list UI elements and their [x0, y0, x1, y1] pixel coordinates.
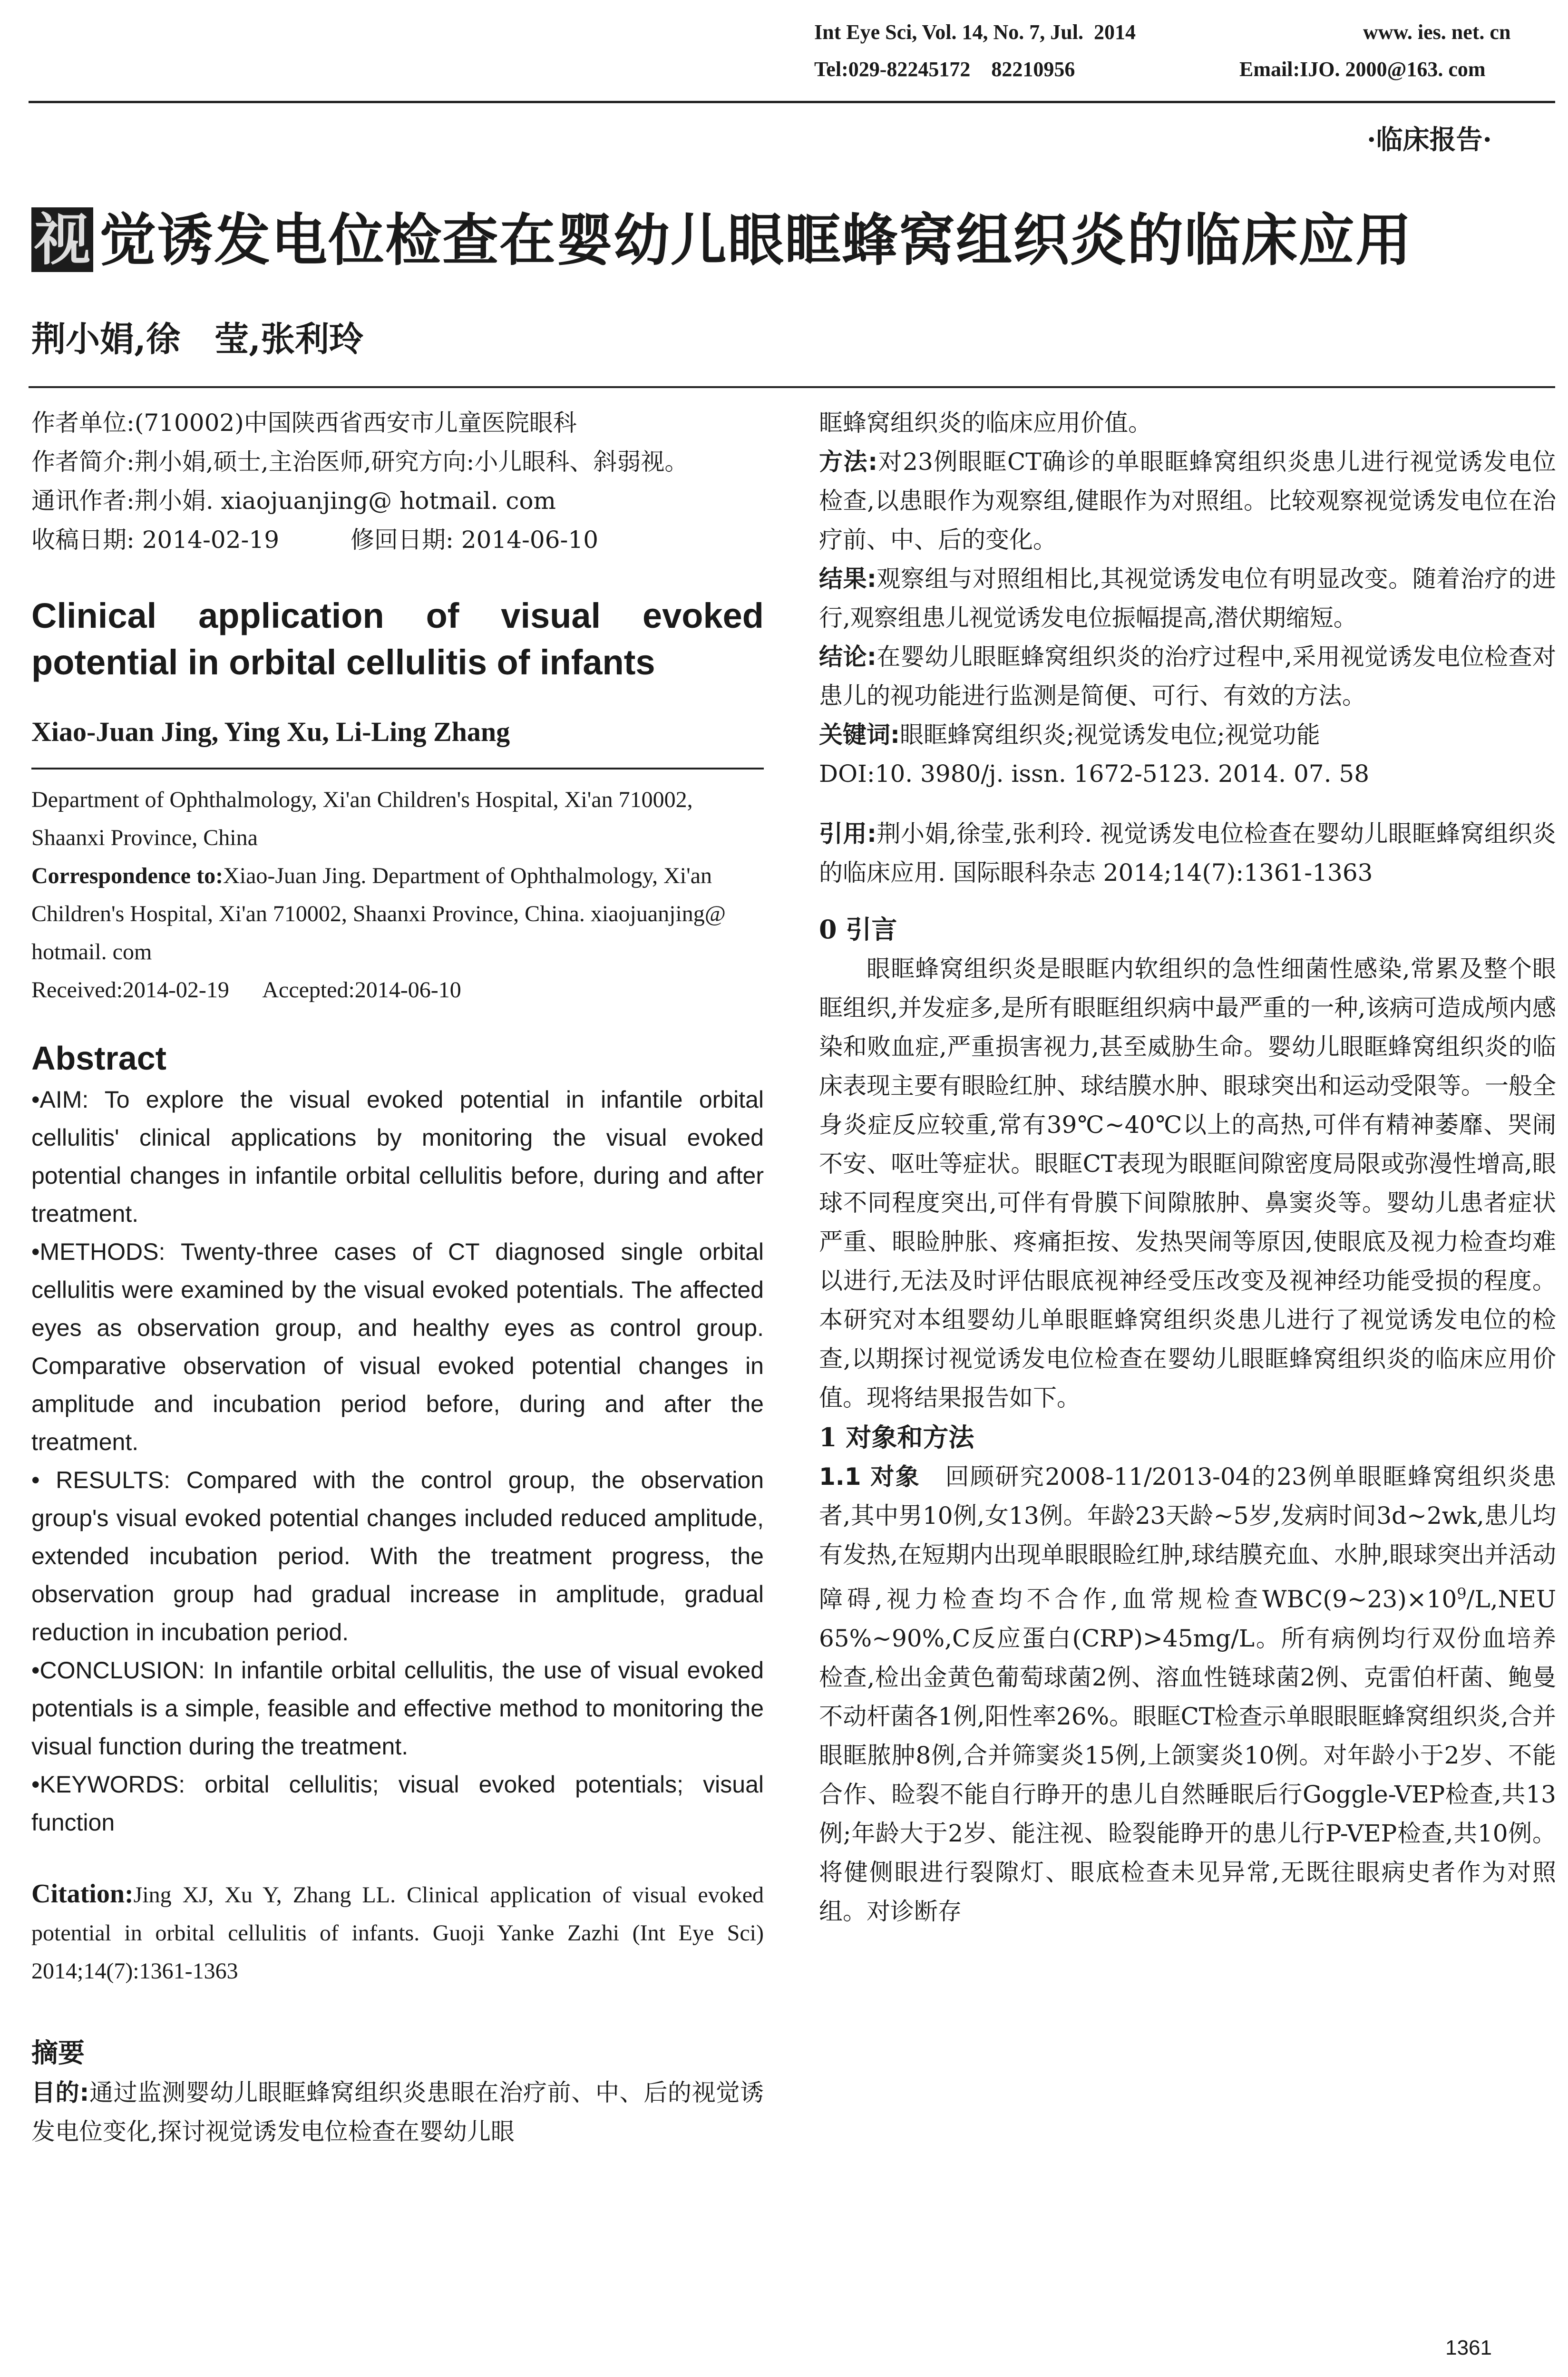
left-column [31, 403, 764, 2151]
authors-rule [31, 768, 764, 770]
intro-paragraph: 眼眶蜂窝组织炎是眼眶内软组织的急性细菌性感染,常累及整个眼眶组织,并发症多,是所有眼眶组织病中最严重的一种,该病可造成颅内感染和败血症,严重损害视力,甚至威胁生命。婴幼儿眼眶蜂窝组织炎的临床表现主要有眼睑红肿、球结膜水肿、眼球突出和运动受限等。一般全身炎症反应较重,常有39℃~40℃以上的高热,可伴有精神萎靡、哭闹不安、呕吐等症状。眼眶CT表现为眼眶间隙密度局限或弥漫性增高,眼球不同程度突出,可伴有骨膜下间隙脓肿、鼻窦炎等。婴幼儿患者症状严重、眼睑肿胀、疼痛拒按、发热哭闹等原因,使眼底及视力检查均难以进行,无法及时评估眼底视神经受压改变及视神经功能受损的程度。本研究对本组婴幼儿单眼眶蜂窝组织炎患儿进行了视觉诱发电位的检查,以期探讨视觉诱发电位检查在婴幼儿眼眶蜂窝组织炎的临床应用价值。现将结果报告如下。 [819, 955, 1556, 1412]
right-column [819, 403, 1556, 1931]
page-number: 1361 [1445, 2336, 1492, 2359]
conclusion-text: 在婴幼儿眼眶蜂窝组织炎的治疗过程中,采用视觉诱发电位检查对患儿的视功能进行监测是简便、可行、有效的方法。 [819, 643, 1556, 710]
subjects-text-a: 回顾研究2008-11/2013-04的23例单眼眶蜂窝组织炎患者,其中男10例,女13例。年龄23天龄~5岁,发病时间3d~2wk,患儿均有发热,在短期内出现单眼眼睑红肿,球结膜充血、水肿,眼球突出并活动障碍,视力检查均不合作,血常规检查WBC(9~23)×10 [819, 1463, 1557, 1613]
journal-email: Email:IJO. 2000@163. com [1239, 58, 1486, 81]
abstract-heading: Abstract [31, 1040, 166, 1077]
methods-text: 对23例眼眶CT确诊的单眼眶蜂窝组织炎患儿进行视觉诱发电位检查,以患眼作为观察组,健眼作为对照组。比较观察视觉诱发电位在治疗前、中、后的变化。 [819, 448, 1557, 554]
citation-label: Citation: [31, 1879, 134, 1909]
citation-cn-text: 荆小娟,徐莹,张利玲. 视觉诱发电位检查在婴幼儿眼眶蜂窝组织炎的临床应用. 国际眼科杂志 2014;14(7):1361-1363 [819, 820, 1556, 887]
abstract-conclusion: •CONCLUSION: In infantile orbital cellulitis, the use of visual evoked potentials is a simple, feasible and effective method to monitoring the visual function during the treatment. [31, 1657, 764, 1760]
authors-chinese: 荆小娟,徐 莹,张利玲 [31, 319, 364, 359]
english-affiliation: Department of Ophthalmology, Xi'an Children's Hospital, Xi'an 710002, Shaanxi Province, China [31, 787, 693, 850]
keywords-cn [819, 715, 1556, 754]
section-tag: ·临床报告· [1367, 124, 1492, 156]
subjects-text-b: /L,NEU 65%~90%,C反应蛋白(CRP)>45mg/L。所有病例均行双份血培养检查,检出金黄色葡萄球菌2例、溶血性链球菌2例、克雷伯杆菌、鲍曼不动杆菌各1例,阳性率26%。眼眶CT检查示单眼眼眶蜂窝组织炎,合并眼眶脓肿8例,合并筛窦炎15例,上颌窦炎10例。对年龄小于2岁、不能合作、睑裂不能自行睁开的患儿自然睡眠后行Goggle-VEP检查,共13例;年龄大于2岁、能注视、睑裂能睁开的患儿行P-VEP检查,共10例。将健侧眼进行裂隙灯、眼底检查未见异常,无既往眼病史者作为对照组。对诊断存 [819, 1585, 1556, 1925]
article-title: 觉诱发电位检查在婴幼儿眼眶蜂窝组织炎的临床应用 [100, 207, 1413, 273]
doi: DOI:10. 3980/j. issn. 1672-5123. 2014. 07. 58 [819, 760, 1370, 788]
correspondence-text: Xiao-Juan Jing. Department of Ophthalmology, Xi'an Children's Hospital, Xi'an 710002, Shaanxi Province, China. xiaojuanjing@ hotmail. com [31, 863, 726, 964]
journal-info: Int Eye Sci, Vol. 14, No. 7, Jul. 2014 [814, 20, 1136, 44]
author-affiliation-cn: 作者单位:(710002)中国陕西省西安市儿童医院眼科 [31, 409, 577, 437]
objective-continued: 眶蜂窝组织炎的临床应用价值。 [819, 409, 1152, 437]
chinese-abstract-heading: 摘要 [31, 2037, 85, 2069]
abstract-aim: •AIM: To explore the visual evoked potential in infantile orbital cellulitis' clinical applications by monitoring the visual evoked potential changes in infantile orbital cellulitis before, during and after treatment. [31, 1086, 764, 1227]
results-label: 结果: [819, 565, 877, 593]
conclusion-label: 结论: [819, 643, 877, 671]
abstract-methods-cn [819, 442, 1556, 559]
results-text: 观察组与对照组相比,其视觉诱发电位有明显改变。随着治疗的进行,观察组患儿视觉诱发电位振幅提高,潜伏期缩短。 [819, 565, 1556, 632]
citation-cn-label: 引用: [819, 820, 877, 848]
author-profile-cn: 作者简介:荆小娟,硕士,主治医师,研究方向:小儿眼科、斜弱视。 [31, 448, 689, 476]
corresponding-author-cn: 通讯作者:荆小娟. xiaojuanjing@ hotmail. com [31, 487, 556, 515]
citation-english [31, 1875, 764, 1990]
title-initial-char: 视 [31, 207, 93, 272]
received-accepted: Received:2014-02-19 Accepted:2014-06-10 [31, 977, 461, 1003]
abstract-results: • RESULTS: Compared with the control group, the observation group's visual evoked potential changes included reduced amplitude, extended incubation period. With the treatment progress, the observation group had gradual increase in amplitude, gradual reduction in incubation period. [31, 1467, 764, 1646]
keywords-text: 眼眶蜂窝组织炎;视觉诱发电位;视觉功能 [900, 721, 1320, 749]
correspondence-label: Correspondence to: [31, 863, 224, 888]
subjects-paragraph [819, 1457, 1556, 1931]
journal-website: www. ies. net. cn [1363, 20, 1511, 44]
abstract-methods: •METHODS: Twenty-three cases of CT diagnosed single orbital cellulitis were examined by the visual evoked potentials. The affected eyes as observation group, and healthy eyes as control group. Comparative observation of visual evoked potential changes in amplitude and incubation period before, during and after the treatment. [31, 1238, 764, 1455]
methods-label: 方法: [819, 448, 878, 476]
citation-cn [819, 814, 1556, 892]
header-rule [29, 101, 1555, 103]
title-rule [29, 386, 1555, 388]
dates-cn: 收稿日期: 2014-02-19 修回日期: 2014-06-10 [31, 526, 599, 554]
english-authors: Xiao-Juan Jing, Ying Xu, Li-Ling Zhang [31, 716, 510, 747]
correspondence [31, 857, 764, 971]
keywords-label: 关键词: [819, 721, 900, 749]
abstract-conclusion-cn [819, 637, 1556, 715]
english-title: Clinical application of visual evoked potential in orbital cellulitis of infants [31, 596, 764, 682]
abstract-keywords: •KEYWORDS: orbital cellulitis; visual evoked potentials; visual function [31, 1771, 764, 1836]
objective-label: 目的: [31, 2079, 89, 2106]
abstract-objective-cn [31, 2073, 764, 2151]
subjects-label: 1.1 对象 [819, 1463, 921, 1490]
citation-text: Jing XJ, Xu Y, Zhang LL. Clinical application of visual evoked potential in orbital cellulitis of infants. Guoji Yanke Zazhi (Int Eye Sci) 2014;14(7):1361-1363 [31, 1882, 764, 1984]
intro-heading: 0 引言 [819, 914, 897, 945]
methods-section-heading: 1 对象和方法 [819, 1422, 974, 1452]
abstract-results-cn [819, 559, 1556, 637]
superscript-9: 9 [1457, 1585, 1467, 1603]
objective-text: 通过监测婴幼儿眼眶蜂窝组织炎患眼在治疗前、中、后的视觉诱发电位变化,探讨视觉诱发电位检查在婴幼儿眼 [31, 2079, 764, 2145]
journal-phone: Tel:029-82245172 82210956 [814, 58, 1075, 81]
